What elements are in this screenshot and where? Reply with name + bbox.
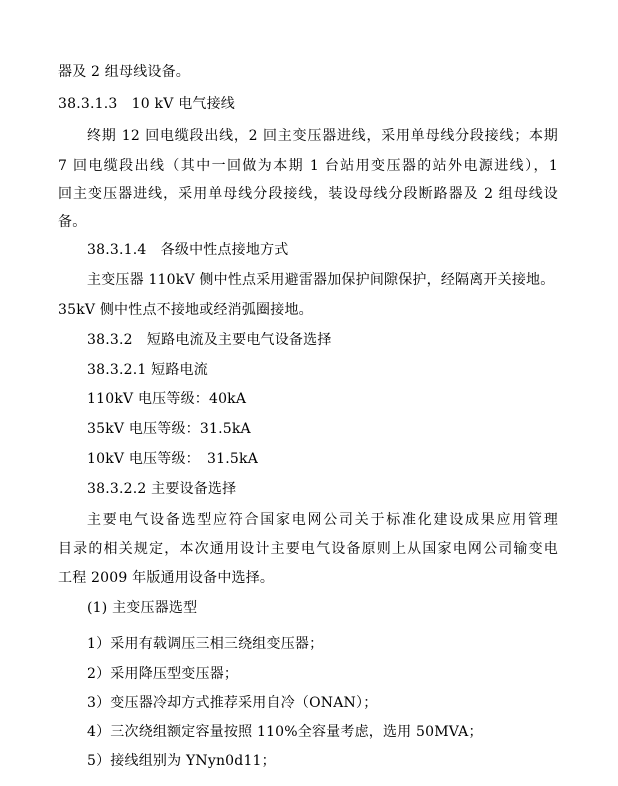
text-line: 7 回电缆段出线（其中一回做为本期 1 台站用变压器的站外电源进线），1	[58, 158, 558, 174]
text-line: 器及 2 组母线设备。	[58, 64, 191, 80]
list-item: 4）三次绕组额定容量按照 110%全容量考虑，选用 50MVA；	[87, 724, 483, 740]
list-item: 2）采用降压型变压器；	[87, 666, 239, 682]
section-heading: 38.3.1.3 10 kV 电气接线	[58, 96, 235, 112]
text-line: 主要电气设备选型应符合国家电网公司关于标准化建设成果应用管理	[87, 512, 558, 528]
text-line: 35kV 电压等级：31.5kA	[87, 421, 251, 437]
text-line: 回主变压器进线，采用单母线分段接线，装设母线分段断路器及 2 组母线设	[58, 186, 558, 202]
section-heading: 38.3.2.1 短路电流	[87, 362, 208, 378]
section-heading: 38.3.2 短路电流及主要电气设备选择	[87, 332, 332, 348]
text-line: 工程 2009 年版通用设备中选择。	[58, 570, 275, 586]
text-line: 主变压器 110kV 侧中性点采用避雷器加保护间隙保护，经隔离开关接地。	[87, 272, 555, 288]
list-item: 1）采用有载调压三相三绕组变压器；	[87, 636, 324, 652]
list-heading: (1) 主变压器选型	[87, 600, 198, 616]
text-line: 终期 12 回电缆段出线，2 回主变压器进线，采用单母线分段接线；本期	[87, 128, 558, 144]
section-heading: 38.3.2.2 主要设备选择	[87, 481, 237, 497]
text-line: 10kV 电压等级： 31.5kA	[87, 451, 259, 467]
list-item: 5）接线组别为 YNyn0d11；	[87, 753, 276, 769]
section-heading: 38.3.1.4 各级中性点接地方式	[87, 242, 289, 258]
list-item: 3）变压器冷却方式推荐采用自冷（ONAN）；	[87, 695, 378, 711]
text-line: 目录的相关规定，本次通用设计主要电气设备原则上从国家电网公司输变电	[58, 541, 558, 557]
text-line: 备。	[58, 214, 87, 230]
text-line: 110kV 电压等级：40kA	[87, 391, 247, 407]
text-line: 35kV 侧中性点不接地或经消弧圈接地。	[58, 302, 313, 318]
